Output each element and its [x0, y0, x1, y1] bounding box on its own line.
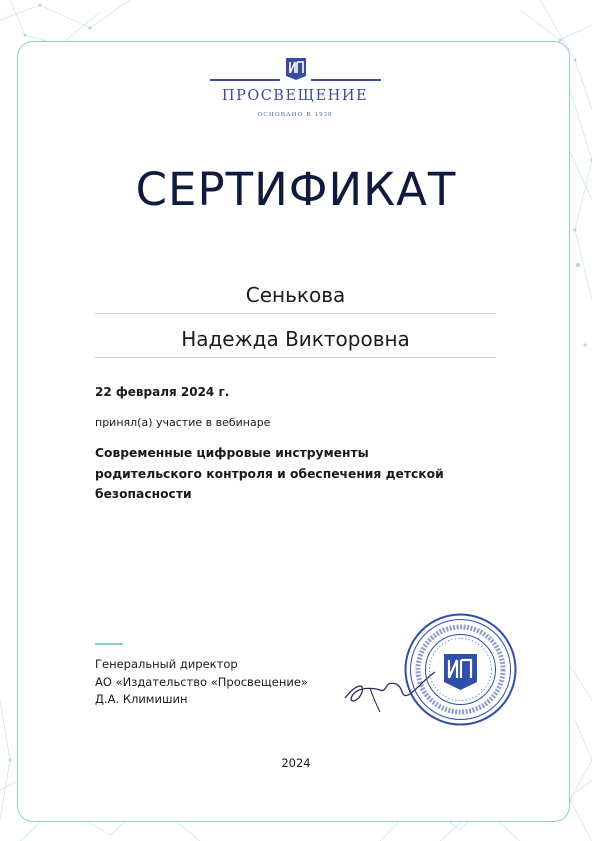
name-divider — [95, 313, 496, 314]
signatory-position: Генеральный директор — [95, 657, 238, 671]
publisher-name: ПРОСВЕЩЕНИЕ — [221, 88, 369, 104]
publisher-founded: ОСНОВАНО В 1930 — [257, 111, 333, 118]
publisher-emblem-icon — [285, 56, 307, 80]
certificate-title: СЕРТИФИКАТ — [135, 163, 457, 216]
recipient-surname: Сенькова — [245, 283, 346, 307]
signatory-name: Д.А. Климишин — [95, 692, 188, 706]
name-divider — [95, 357, 496, 358]
webinar-topic: Современные цифровые инструменты родительского контроля и обеспечения детской безопасности — [95, 446, 444, 501]
logo-rule-right — [311, 79, 381, 81]
participation-text: принял(а) участие в вебинаре — [95, 416, 271, 429]
event-date: 22 февраля 2024 г. — [95, 385, 230, 399]
signatory-block — [95, 656, 308, 709]
logo-rule-left — [210, 79, 280, 81]
recipient-given-names: Надежда Викторовна — [181, 327, 410, 351]
prosveshchenie-seal-icon — [403, 612, 518, 727]
certificate-year: 2024 — [281, 756, 311, 770]
accent-rule — [95, 643, 123, 645]
publisher-logo — [206, 56, 384, 126]
signatory-organization: АО «Издательство «Просвещение» — [95, 674, 308, 689]
